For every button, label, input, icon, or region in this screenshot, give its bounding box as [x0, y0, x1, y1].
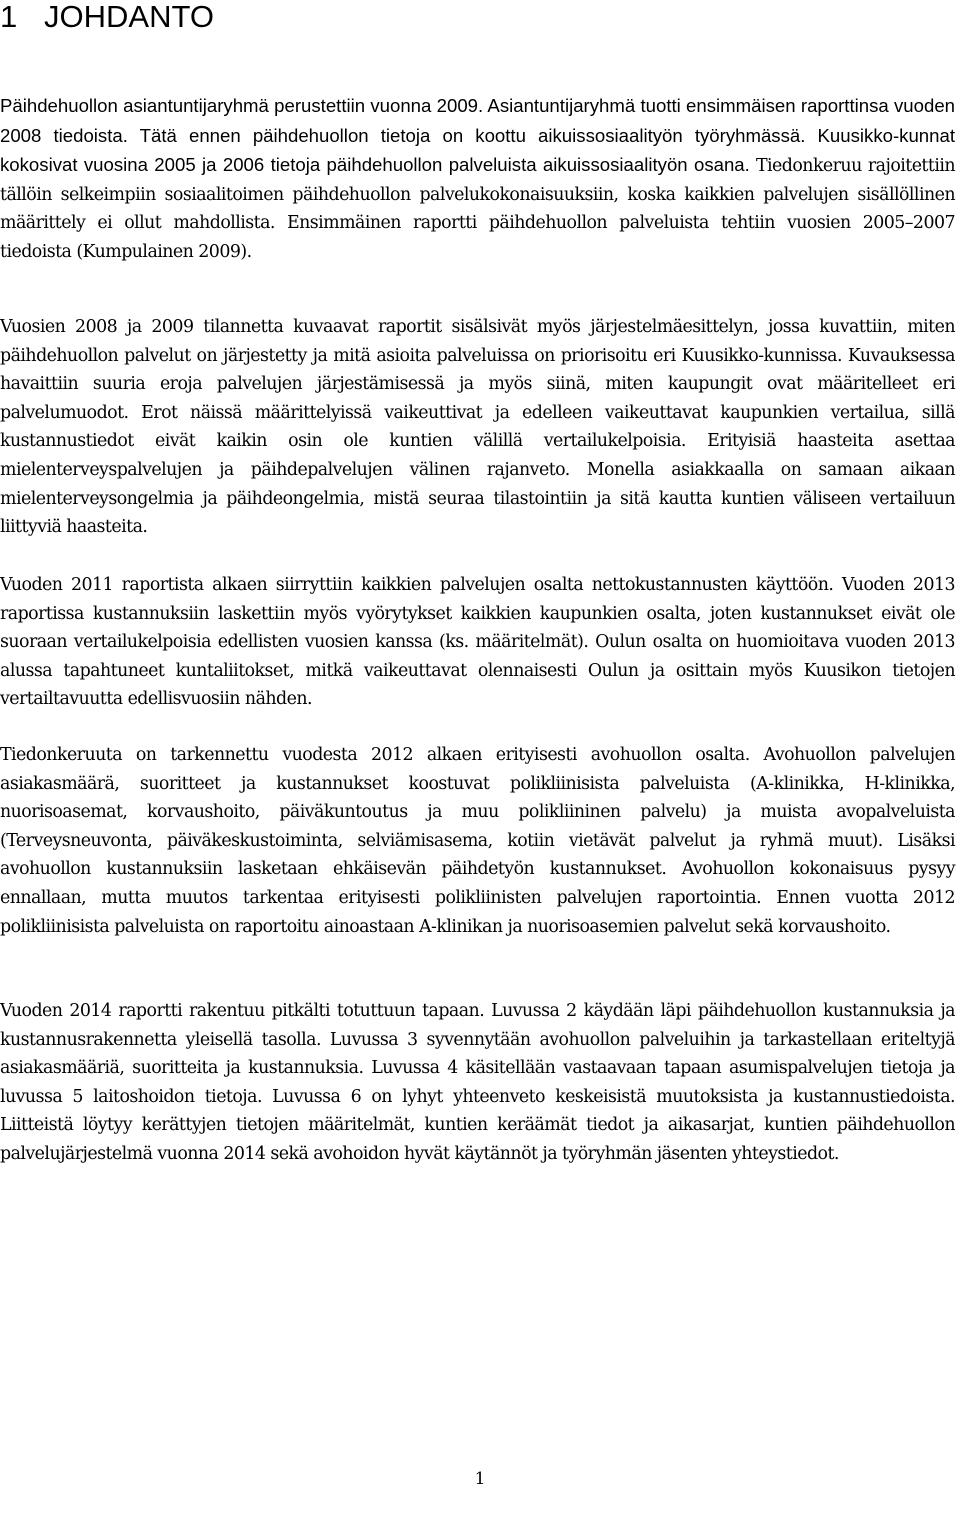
paragraph-1-intro: Päihdehuollon asiantuntijaryhmä perustettiin vuonna 2009. Asiantuntijaryhmä tuotti ensimmäisen raporttinsa vuoden 2008 tiedoista. Tätä ennen päihdehuollon tietoja on koottu aikuissosiaalityön työryhmässä. Kuusikko-kunnat kokosivat vuosina 2005 ja 2006 tietoja päihdehuollon palveluista aikuissosiaalityön osana.: [0, 95, 955, 176]
paragraph-5: Vuoden 2014 raportti rakentuu pitkälti totuttuun tapaan. Luvussa 2 käydään läpi päihdehuollon kustannuksia ja kustannusrakennetta yleisellä tasolla. Luvussa 3 syvennytään avohuollon palveluihin ja tarkastellaan eriteltyjä asiakasmääriä, suoritteita ja kustannuksia. Luvussa 4 käsitellään vastaavaan tapaan asumispalvelujen tietoja ja luvussa 5 laitoshoidon tietoja. Luvussa 6 on lyhyt yhteenveto keskeisistä muutoksista ja kustannustiedoista. Liitteistä löytyy kerättyjen tietojen määritelmät, kuntien keräämät tiedot ja aikasarjat, kuntien päihdehuollon palvelujärjestelmä vuonna 2014 sekä avohoidon hyvät käytännöt ja työryhmän jäsenten yhteystiedot.: [0, 1001, 955, 1164]
paragraph-1: [0, 92, 955, 267]
chapter-title: JOHDANTO: [44, 0, 214, 34]
paragraph-1-body: Tiedonkeruu rajoitettiin tällöin selkeimpiin sosiaalitoimen päihdehuollon palvelukokonaisuuksiin, koska kaikkien palvelujen sisällöllinen määrittely ei ollut mahdollista. Ensimmäinen raportti päihdehuollon palveluista tehtiin vuosien 2005–2007 tiedoista (Kumpulainen 2009).: [0, 156, 955, 262]
page-number: 1: [474, 1469, 486, 1489]
paragraph-2: Vuosien 2008 ja 2009 tilannetta kuvaavat raportit sisälsivät myös järjestelmäesittelyn, jossa kuvattiin, miten päihdehuollon palvelut on järjestetty ja mitä asioita palveluissa on priorisoitu eri Kuusikko-kunnissa. Kuvauksessa havaittiin suuria eroja palvelujen järjestämisessä ja myös siinä, miten kaupungit ovat määritelleet eri palvelumuodot. Erot näissä määrittelyissä vaikeuttivat ja edelleen vaikeuttavat kaupunkien vertailua, sillä kustannustiedot eivät kaikin osin ole kuntien välillä vertailukelpoisia. Erityisiä haasteita asettaa mielenterveyspalvelujen ja päihdepalvelujen välinen rajanveto. Monella asiakkaalla on samaan aikaan mielenterveysongelmia ja päihdeongelmia, mistä seuraa tilastointiin ja sitä kautta kuntien väliseen vertailuun liittyviä haasteita.: [0, 317, 955, 538]
chapter-number: 1: [0, 0, 18, 34]
paragraph-4: Tiedonkeruuta on tarkennettu vuodesta 2012 alkaen erityisesti avohuollon osalta. Avohuollon palvelujen asiakasmäärä, suoritteet ja kustannukset koostuvat polikliinisista palveluista (A-klinikka, H-klinikka, nuorisoasemat, korvaushoito, päiväkuntoutus ja muu polikliininen palvelu) ja muista avopalveluista (Terveysneuvonta, päiväkeskustoiminta, selviämisasema, kotiin vietävät palvelut ja ryhmä muut). Lisäksi avohuollon kustannuksiin lasketaan ehkäisevän päihdetyön kustannukset. Avohuollon kokonaisuus pysyy ennallaan, mutta muutos tarkentaa erityisesti polikliinisten palvelujen raportointia. Ennen vuotta 2012 polikliinisista palveluista on raportoitu ainoastaan A-klinikan ja nuorisoasemien palvelut sekä korvaushoito.: [0, 745, 955, 937]
paragraph-3: Vuoden 2011 raportista alkaen siirryttiin kaikkien palvelujen osalta nettokustannusten käyttöön. Vuoden 2013 raportissa kustannuksiin laskettiin myös vyörytykset kaikkien kaupunkien osalta, joten kustannukset eivät ole suoraan vertailukelpoisia edellisten vuosien kanssa (ks. määritelmät). Oulun osalta on huomioitava vuoden 2013 alussa tapahtuneet kuntaliitokset, mitkä vaikeuttavat olennaisesti Oulun ja osittain myös Kuusikon tietojen vertailtavuutta edellisvuosiin nähden.: [0, 575, 955, 710]
chapter-heading: [0, 0, 214, 34]
